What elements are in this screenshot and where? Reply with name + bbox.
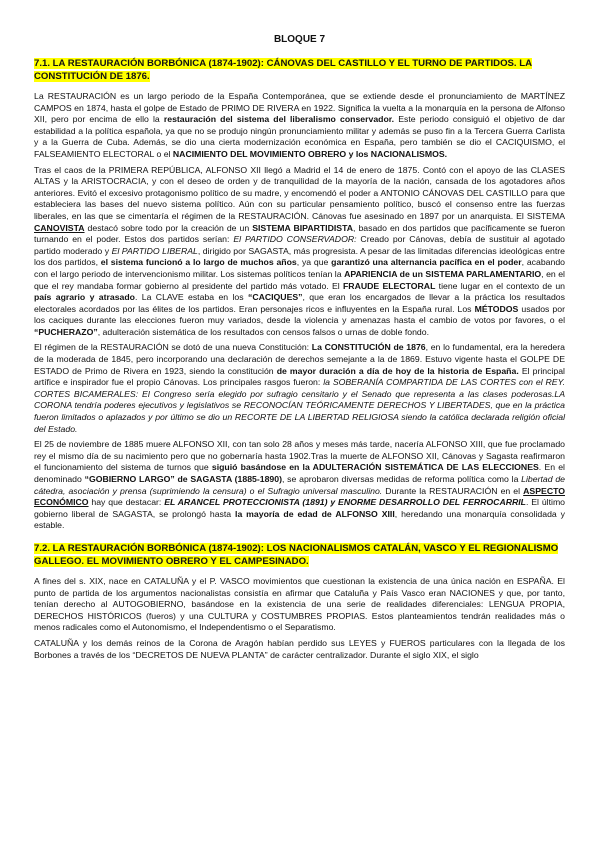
- section-heading-7-2-text: 7.2. LA RESTAURACIÓN BORBÓNICA (1874-1902): LOS NACIONALISMOS CATALÁN, VASCO Y EL REGIONALISMO GALLEGO. EL MOVIMIENTO OBRERO Y EL CAMPESINADO.: [34, 542, 559, 567]
- paragraph-constitucion-1876: [34, 342, 565, 435]
- text-run: El régimen de la RESTAURACIÓN se dotó de una nueva Constitución:: [34, 342, 312, 353]
- text-run: garantizó una alternancia pacífica en el poder: [331, 257, 522, 268]
- text-run: la mayoría de edad de ALFONSO XIII: [235, 508, 395, 519]
- text-run: APARIENCIA de un SISTEMA PARLAMENTARIO: [344, 268, 542, 279]
- text-run: , en el que el rey mandaba formar gobierno al presidente del partido más votado. El: [34, 268, 565, 291]
- text-run: ASPECTO ECONÓMICO: [34, 485, 565, 508]
- section-heading-7-2: [34, 542, 565, 568]
- text-run: , dirigido por SAGASTA, más progresista. A pesar de las limitadas diferencias ideológicas entre los dos partidos,: [34, 245, 565, 268]
- text-run: A fines del s. XIX, nace en CATALUÑA y el P. VASCO movimientos que cuestionan la existencia de una única nación en ESPAÑA. El punto de partida de los argumentos nacionalistas consistía en afirmar que Cataluña y País Vasco eran NACIONES y que, por tanto, tenían derecho al AUTOGOBIERNO, basándose en la existencia de una serie de realidades diferenciales: LENGUA PROPIA, DERECHOS HISTÓRICOS (fueros) y una CULTURA y COSTUMBRES PROPIAS. Estos planteamientos tendrán realidades más o menos radicales como el Autonomismo, el Independentismo o el Separatismo.: [34, 575, 565, 633]
- text-run: El 25 de noviembre de 1885 muere ALFONSO XII, con tan solo 28 años y meses más tarde, nacería ALFONSO XIII, que fue proclamado rey el mismo día de su nacimiento pero que no gobernaría hasta 1902.Tras la muerte de ALFONSO XII, Cánovas y Sagasta reafirmaron el funcionamiento del sistema de turnos que: [34, 439, 565, 473]
- section-heading-7-1-text: 7.1. LA RESTAURACIÓN BORBÓNICA (1874-1902): CÁNOVAS DEL CASTILLO Y EL TURNO DE PARTIDOS. LA CONSTITUCIÓN DE 1876.: [34, 58, 533, 82]
- text-run: Este periodo consiguió el objetivo de dar estabilidad a la política española, ya que no se produjo ningún pronunciamiento militar y además se puso fin a la Tercera Guerra Carlista y a la Guerra de Cuba. Además, se dio una cierta modernización económica en España, pero también se dio el CACIQUISMO, el FALSEAMIENTO ELECTORAL o el: [34, 114, 565, 159]
- text-run: La CONSTITUCIÓN de 1876: [311, 342, 426, 353]
- text-run: usados por los caciques durante las elecciones fueron muy variados, desde la violencia y amenazas hasta el cambio de votos por favores, o el: [34, 303, 565, 326]
- text-run: restauración del sistema del liberalismo conservador.: [163, 114, 395, 125]
- text-run: El principal artífice e inspirador fue el propio Cánovas. Los principales rasgos fueron:: [34, 365, 565, 388]
- paragraph-nacionalismos: [34, 576, 565, 634]
- text-run: destacó sobre todo por la creación de un: [84, 222, 253, 233]
- text-run: , adulteración sistemática de los resultados con censos falsos o urnas de doble fondo.: [97, 326, 430, 337]
- text-run: , se aprobaron diversas medidas de reforma política como la: [282, 474, 522, 484]
- text-run: Durante la RESTAURACIÓN en el: [382, 485, 524, 496]
- paragraph-cataluna: [34, 638, 565, 661]
- text-run: Creado por Cánovas, debía de sustituir al agotado partido moderado y: [34, 234, 566, 256]
- text-run: , heredando una monarquía consolidada y estable.: [34, 508, 565, 531]
- text-run: , que eran los encargados de llevar a la práctica los resultados electorales acordados por las élites de los partidos. Eran personajes ricos e influyentes en la España rural. Los: [34, 292, 565, 314]
- text-run: CATALUÑA y los demás reinos de la Corona de Aragón habían perdido sus LEYES y FUEROS particulares con la llegada de los Borbones a través de los “DECRETOS DE NUEVA PLANTA” de carácter centralizador. Durante el siglo XIX, el siglo: [34, 637, 565, 660]
- text-run: Tras el caos de la PRIMERA REPÚBLICA, ALFONSO XII llegó a Madrid el 14 de enero de 1875. Contó con el apoyo de las CLASES ALTAS y la ARISTOCRACIA, y con el deseo de orden y de tranquilidad de la mayoría de la nación, cansada de los agotadores años anteriores. Evitó el excesivo protagonismo político de su madre, y encomendó el poder a ANTONIO CÁNOVAS DEL CASTILLO para que estableciera las bases del nuevo sistema político. Aún con su particular pensamiento político, buscó el consenso entre las fuerzas liberales, en las que se cimentaría el régimen de la RESTAURACIÓN. Cánovas fue asesinado en 1897 por un anarquista. El SISTEMA: [34, 164, 565, 221]
- text-run: El PARTIDO LIBERAL: [111, 245, 198, 256]
- text-run: “GOBIERNO LARGO” de SAGASTA (1885-1890): [84, 474, 282, 484]
- text-run: hay que destacar:: [88, 497, 165, 508]
- text-run: MÉTODOS: [474, 303, 519, 314]
- block-title: BLOQUE 7: [273, 34, 326, 45]
- text-run: tiene lugar en el contexto de un: [435, 280, 565, 291]
- text-run: . En el denominado: [34, 462, 565, 484]
- text-run: de mayor duración a día de hoy de la historia de España.: [276, 365, 519, 376]
- text-run: , acabando con el largo periodo de intervencionismo militar. Los sistemas políticos tenían la: [34, 257, 565, 279]
- text-run: NACIMIENTO DEL MOVIMIENTO OBRERO y los NACIONALISMOS.: [172, 148, 448, 159]
- text-run: FRAUDE ELECTORAL: [343, 280, 436, 291]
- paragraph-alfonso-xii: [34, 165, 565, 339]
- section-heading-7-1: [34, 57, 565, 83]
- paragraph-alfonso-xiii: [34, 439, 565, 532]
- text-run: Libertad de cátedra, asociación y prensa (suprimiendo la censura) o el Sufragio universal masculino.: [34, 474, 565, 496]
- text-run: “PUCHERAZO”: [34, 326, 98, 337]
- text-run: La RESTAURACIÓN es un largo periodo de la España Contemporánea, que se extiende desde el pronunciamiento de MARTÍNEZ CAMPOS en 1874, hasta el golpe de Estado de PRIMO DE RIVERA en 1922. Significa la vuelta a la monarquía en la persona de Alfonso XII, pero por encima de ello la: [34, 91, 565, 125]
- text-run: EL ARANCEL PROTECCIONISTA (1891) y ENORME DESARROLLO DEL FERROCARRIL: [164, 497, 526, 508]
- text-run: la SOBERANÍA COMPARTIDA DE LAS CORTES con el REY. CORTES BICAMERALES: El Congreso sería elegido por sufragio censitario y el Senado que representa a las clases poderosas.LA CORONA tendría poderes ejecutivos y legislativos se RECONOCÍAN TEÓRICAMENTE DERECHOS Y LIBERTADES, que en la práctica fueron limitados o aplazados y por último se dio un RECORTE DE LA LIBERTAD RELIGIOSA siendo la católica declarada religión oficial del Estado.: [34, 377, 566, 434]
- text-run: , ya que: [296, 257, 332, 268]
- text-run: siguió basándose en la ADULTERACIÓN SISTEMÁTICA DE LAS ELECCIONES: [211, 462, 539, 473]
- text-run: CANOVISTA: [34, 222, 85, 233]
- text-run: “CACIQUES”: [247, 292, 303, 303]
- text-run: , en lo fundamental, era la heredera de la moderada de 1845, pero incorporando una declaración de derechos semejante a la de 1869. Estuvo vigente hasta el GOLPE DE ESTADO de Primo de Rivera en 1923, siendo la constitución: [34, 342, 565, 376]
- text-run: país agrario y atrasado: [34, 292, 135, 303]
- text-run: SISTEMA BIPARTIDISTA: [252, 222, 354, 233]
- text-run: el sistema funcionó a lo largo de muchos años: [100, 257, 297, 268]
- text-run: , basado en dos partidos que pacíficamente se fueron turnando en el poder. Estos dos partidos serían:: [34, 222, 565, 245]
- text-run: . El último gobierno liberal de SAGASTA, se prolongó hasta: [34, 497, 566, 519]
- paragraph-restauracion-intro: [34, 91, 565, 161]
- text-run: . La CLAVE estaba en los: [134, 292, 248, 303]
- text-run: El PARTIDO CONSERVADOR:: [233, 234, 357, 245]
